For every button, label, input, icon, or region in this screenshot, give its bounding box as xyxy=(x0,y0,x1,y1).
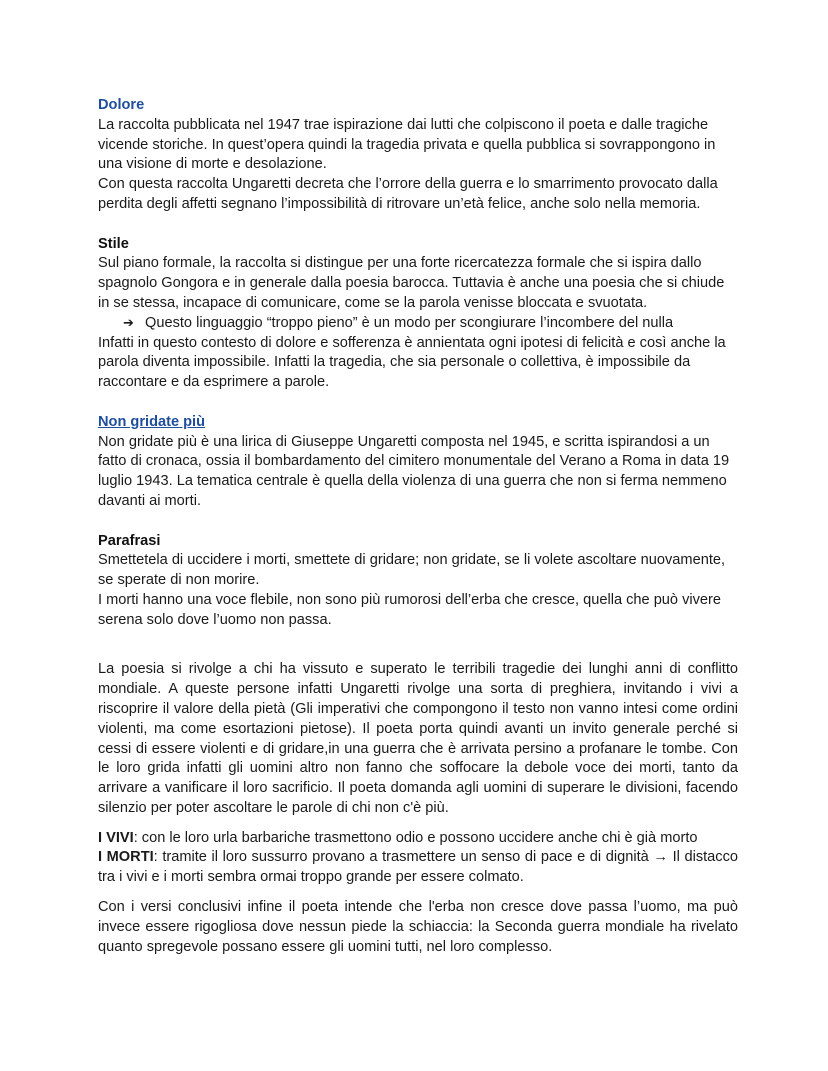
vivi-label: I VIVI xyxy=(98,829,134,846)
arrow-right-icon: ➔ xyxy=(123,315,134,331)
conclusione-paragraph: Con i versi conclusivi infine il poeta intende che l'erba non cresce dove passa l’uomo, ma può invece essere rigogliosa dove nessun piede la schiaccia: la Seconda guerra mondiale ha rivelato quanto spregevole possano essere gli uomini tutti, nel loro complesso. xyxy=(98,899,738,955)
vivi-text: : con le loro urla barbariche trasmettono odio e possono uccidere anche chi è già morto xyxy=(133,829,698,846)
stile-bullet-text: Questo linguaggio “troppo pieno” è un modo per scongiurare l’incombere del nulla xyxy=(145,314,674,331)
parafrasi-line-2: I morti hanno una voce flebile, non sono più rumorosi dell’erba che cresce, quella che può vivere serena solo dove l’uomo non passa. xyxy=(98,591,722,628)
dolore-paragraph-2: Con questa raccolta Ungaretti decreta che l’orrore della guerra e lo smarrimento provocato dalla perdita degli affetti segnano l’impossibilità di ritrovare un’età felice, anche solo nella memoria. xyxy=(98,176,718,212)
stile-bullet xyxy=(98,314,738,334)
heading-dolore: Dolore xyxy=(98,97,145,113)
stile-paragraph: Sul piano formale, la raccolta si distingue per una forte ricercatezza formale che si ispira dallo spagnolo Gongora e in generale dalla poesia barocca. Tuttavia è anche una poesia che si chiude in se stessa, incapace di comunicare, come se la parola venisse bloccata e svuotata. xyxy=(98,255,725,311)
heading-stile: Stile xyxy=(98,235,129,252)
morti-label: I MORTI xyxy=(98,849,154,866)
parafrasi-line-1: Smettetela di uccidere i morti, smettete di gridare; non gridate, se li volete ascoltare nuovamente, se sperate di non morire. xyxy=(98,552,726,589)
vivi-morti-block xyxy=(98,829,738,888)
document-page xyxy=(98,96,738,957)
morti-text: : tramite il loro sussurro provano a trasmettere un senso di pace e di dignità xyxy=(153,849,649,866)
heading-non-gridate-link[interactable]: Non gridate più xyxy=(98,413,206,430)
dolore-paragraph-1: La raccolta pubblicata nel 1947 trae ispirazione dai lutti che colpiscono il poeta e dalle tragiche vicende storiche. In quest’opera quindi la tragedia privata e quella pubblica si sovrappongono in una visione di morte e desolazione. xyxy=(98,116,716,173)
stile-after-bullet: Infatti in questo contesto di dolore e sofferenza è annientata ogni ipotesi di felicità e così anche la parola diventa impossibile. Infatti la tragedia, che sia personale o collettiva, è impossibile da raccontare e da esprimere a parole. xyxy=(98,334,726,391)
heading-parafrasi: Parafrasi xyxy=(98,532,161,549)
analisi-paragraph: La poesia si rivolge a chi ha vissuto e superato le terribili tragedie dei lunghi anni di conflitto mondiale. A queste persone infatti Ungaretti rivolge una sorta di preghiera, invitando i vivi a riscoprire il valore della pietà (Gli imperativi che compongono il testo non vanno intesi come ordini violenti, ma come esortazioni pietose). Il poeta porta quindi avanti un invito generale perché si cessi di essere violenti e di gridare,in una guerra che è arrivata persino a profanare le tombe. Con le loro grida infatti gli uomini altro non fanno che soffocare la debole voce dei morti, tanto da arrivare a vanificare il loro sacrificio. Il poeta domanda agli uomini di superare le divisioni, facendo silenzio per poter ascoltare le parole di chi non c'è più. xyxy=(98,661,738,816)
non-gridate-paragraph: Non gridate più è una lirica di Giuseppe Ungaretti composta nel 1945, e scritta ispirandosi a un fatto di cronaca, ossia il bombardamento del cimitero monumentale del Verano a Roma in data 19 luglio 1943. La tematica centrale è quella della violenza di una guerra che non si ferma nemmeno davanti ai morti. xyxy=(98,433,730,509)
distacco-text: → Il distacco tra i vivi e i morti sembra ormai troppo grande per essere colmato. xyxy=(98,849,738,886)
